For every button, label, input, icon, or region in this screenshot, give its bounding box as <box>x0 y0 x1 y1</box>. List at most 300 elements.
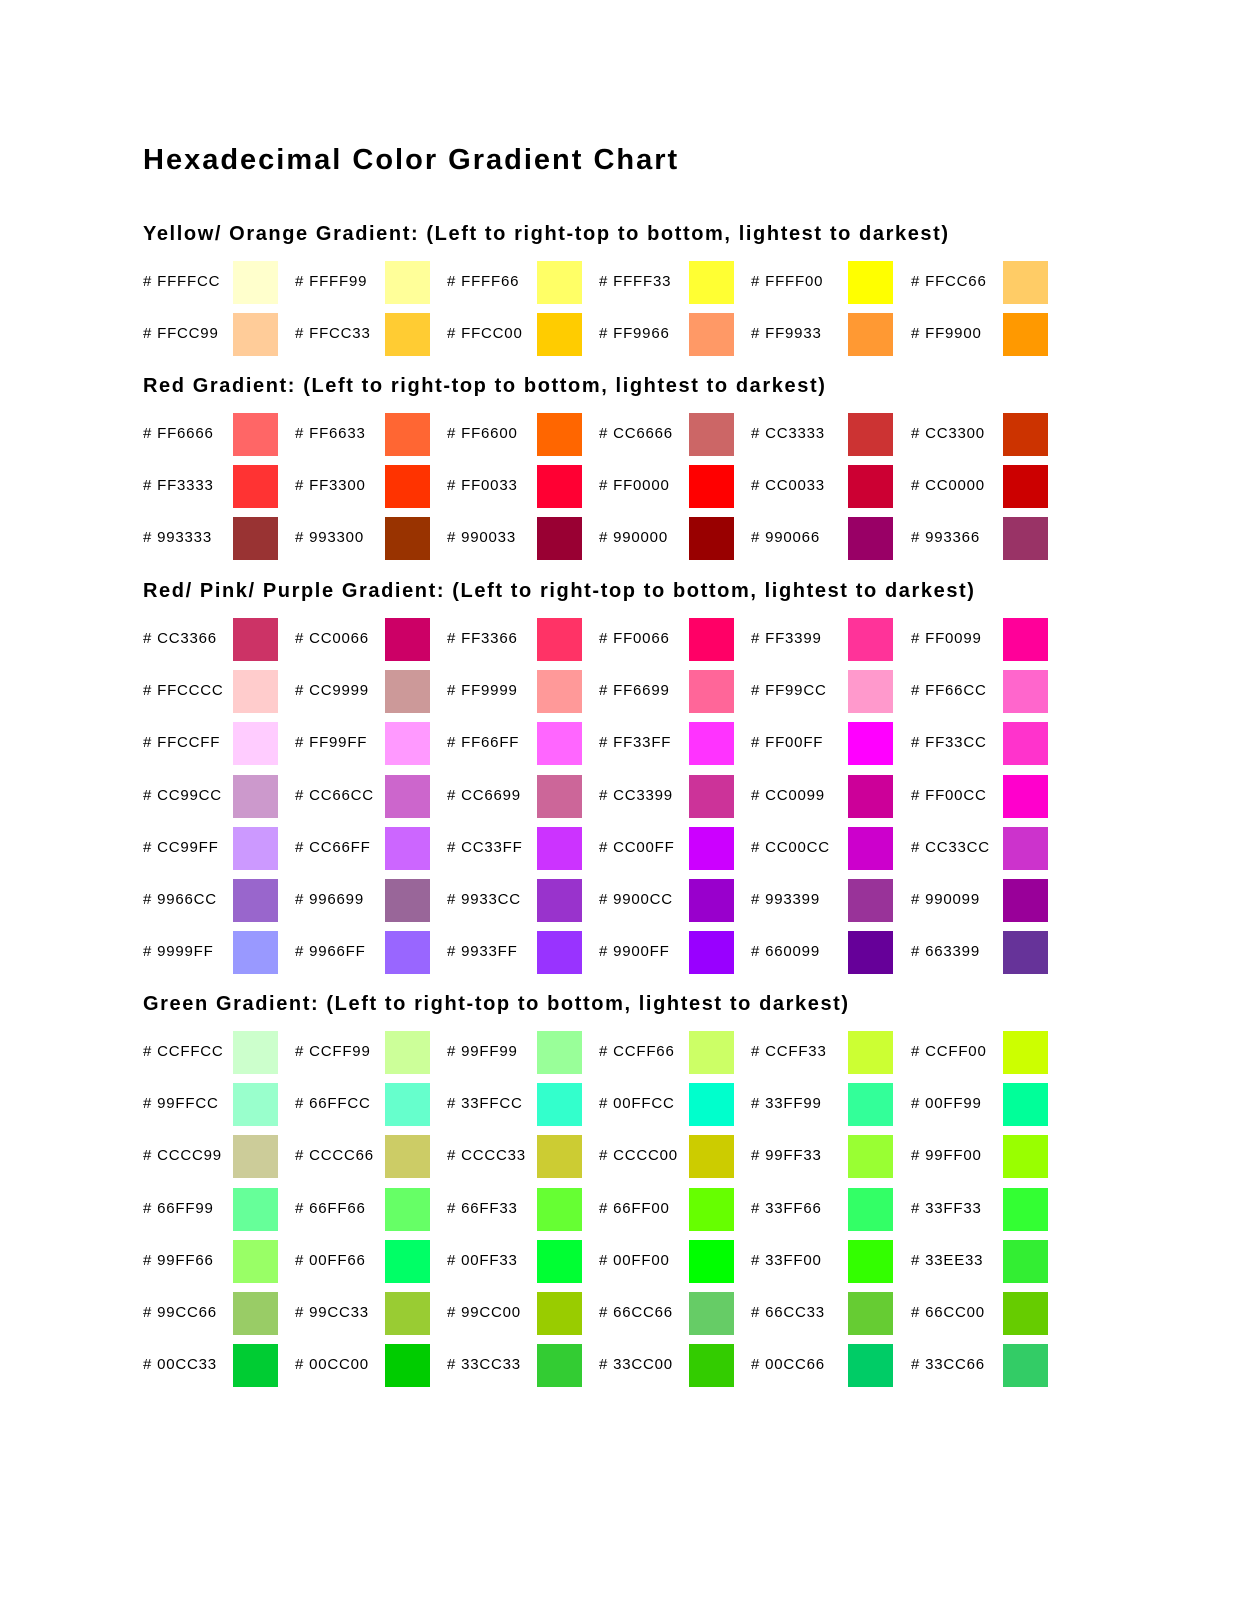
hex-code-label: # CC3366 <box>143 630 217 647</box>
hex-code-label: # 9900FF <box>599 943 670 960</box>
color-swatch <box>385 775 430 818</box>
hex-code-label: # 660099 <box>751 943 820 960</box>
color-swatch <box>385 827 430 870</box>
color-swatch <box>1003 722 1048 765</box>
color-swatch <box>385 1135 430 1178</box>
hex-code-label: # CCFF00 <box>911 1043 987 1060</box>
hex-code-label: # FFFF99 <box>295 273 368 290</box>
color-swatch <box>233 313 278 356</box>
color-swatch <box>848 827 893 870</box>
color-swatch <box>537 722 582 765</box>
hex-code-label: # 33FF00 <box>751 1252 822 1269</box>
color-cell <box>911 722 1063 765</box>
swatch-row <box>0 1031 1236 1074</box>
hex-code-label: # FF6600 <box>447 425 518 442</box>
hex-code-label: # FFCCCC <box>143 682 224 699</box>
color-swatch <box>1003 1240 1048 1283</box>
color-cell <box>143 1031 295 1074</box>
hex-code-label: # 993333 <box>143 529 212 546</box>
hex-code-label: # FF6666 <box>143 425 214 442</box>
color-cell <box>751 1292 903 1335</box>
hex-code-label: # 9966CC <box>143 891 217 908</box>
hex-code-label: # CC99FF <box>143 839 219 856</box>
hex-code-label: # FFCC66 <box>911 273 987 290</box>
color-cell <box>911 1292 1063 1335</box>
color-swatch <box>848 517 893 560</box>
color-swatch <box>689 1031 734 1074</box>
color-cell <box>751 1135 903 1178</box>
hex-code-label: # 00FF99 <box>911 1095 982 1112</box>
color-cell <box>751 313 903 356</box>
color-cell <box>447 1292 599 1335</box>
hex-code-label: # 99FF66 <box>143 1252 214 1269</box>
color-swatch <box>385 670 430 713</box>
hex-code-label: # FF3300 <box>295 477 366 494</box>
color-swatch <box>233 1135 278 1178</box>
color-swatch <box>689 722 734 765</box>
color-cell <box>911 261 1063 304</box>
hex-code-label: # CC66FF <box>295 839 371 856</box>
hex-code-label: # FF0000 <box>599 477 670 494</box>
color-cell <box>599 879 751 922</box>
color-cell <box>143 775 295 818</box>
color-swatch <box>848 313 893 356</box>
hex-code-label: # CCFF66 <box>599 1043 675 1060</box>
color-cell <box>143 618 295 661</box>
hex-code-label: # FF0066 <box>599 630 670 647</box>
color-cell <box>751 722 903 765</box>
color-cell <box>599 1292 751 1335</box>
color-cell <box>599 1188 751 1231</box>
color-cell <box>751 618 903 661</box>
hex-code-label: # 990099 <box>911 891 980 908</box>
color-swatch <box>537 465 582 508</box>
color-cell <box>911 775 1063 818</box>
color-swatch <box>689 261 734 304</box>
hex-code-label: # FF33FF <box>599 734 672 751</box>
color-cell <box>447 413 599 456</box>
color-swatch <box>385 879 430 922</box>
hex-code-label: # 9999FF <box>143 943 214 960</box>
hex-code-label: # 00FF66 <box>295 1252 366 1269</box>
hex-code-label: # FFCC33 <box>295 325 371 342</box>
color-cell <box>751 1083 903 1126</box>
color-cell <box>599 670 751 713</box>
hex-code-label: # 33CC66 <box>911 1356 985 1373</box>
swatch-row <box>0 1292 1236 1335</box>
hex-code-label: # FF6699 <box>599 682 670 699</box>
color-swatch <box>689 465 734 508</box>
hex-code-label: # 99CC66 <box>143 1304 217 1321</box>
color-swatch <box>689 517 734 560</box>
color-cell <box>599 618 751 661</box>
color-cell <box>447 465 599 508</box>
hex-code-label: # 00CC66 <box>751 1356 825 1373</box>
hex-code-label: # 99CC00 <box>447 1304 521 1321</box>
hex-code-label: # 9966FF <box>295 943 366 960</box>
color-cell <box>911 313 1063 356</box>
hex-code-label: # CCCC33 <box>447 1147 526 1164</box>
color-cell <box>295 775 447 818</box>
color-cell <box>599 1135 751 1178</box>
color-cell <box>911 413 1063 456</box>
color-swatch <box>1003 413 1048 456</box>
hex-code-label: # CCFFCC <box>143 1043 224 1060</box>
hex-code-label: # CCCC66 <box>295 1147 374 1164</box>
hex-code-label: # FF3366 <box>447 630 518 647</box>
hex-code-label: # 33CC00 <box>599 1356 673 1373</box>
hex-code-label: # FF9999 <box>447 682 518 699</box>
color-swatch <box>1003 1135 1048 1178</box>
color-cell <box>295 261 447 304</box>
color-cell <box>143 517 295 560</box>
hex-code-label: # 33FF66 <box>751 1200 822 1217</box>
color-swatch <box>385 618 430 661</box>
swatch-row <box>0 670 1236 713</box>
color-cell <box>599 517 751 560</box>
swatch-row <box>0 931 1236 974</box>
hex-code-label: # CCFF33 <box>751 1043 827 1060</box>
hex-code-label: # FF99FF <box>295 734 368 751</box>
color-swatch <box>848 465 893 508</box>
color-cell <box>751 670 903 713</box>
color-swatch <box>537 879 582 922</box>
swatch-row <box>0 775 1236 818</box>
hex-code-label: # CC3300 <box>911 425 985 442</box>
hex-code-label: # 66FF99 <box>143 1200 214 1217</box>
color-cell <box>447 1083 599 1126</box>
color-cell <box>295 1188 447 1231</box>
hex-code-label: # FF00CC <box>911 787 987 804</box>
color-swatch <box>848 1240 893 1283</box>
color-cell <box>599 465 751 508</box>
color-swatch <box>233 618 278 661</box>
color-cell <box>751 879 903 922</box>
hex-code-label: # FF33CC <box>911 734 987 751</box>
color-swatch <box>689 1292 734 1335</box>
color-swatch <box>1003 261 1048 304</box>
hex-code-label: # 993366 <box>911 529 980 546</box>
color-cell <box>911 1083 1063 1126</box>
hex-code-label: # 9900CC <box>599 891 673 908</box>
color-swatch <box>233 413 278 456</box>
page-title: Hexadecimal Color Gradient Chart <box>143 144 680 176</box>
color-cell <box>295 1135 447 1178</box>
color-cell <box>143 1292 295 1335</box>
hex-code-label: # 66FF66 <box>295 1200 366 1217</box>
hex-code-label: # CC0066 <box>295 630 369 647</box>
color-swatch <box>233 879 278 922</box>
color-swatch <box>848 1135 893 1178</box>
hex-code-label: # FF00FF <box>751 734 824 751</box>
color-cell <box>911 1344 1063 1387</box>
section-title: Red/ Pink/ Purple Gradient: (Left to right-top to bottom, lightest to darkest) <box>143 580 976 602</box>
color-cell <box>295 879 447 922</box>
color-cell <box>295 618 447 661</box>
color-swatch <box>233 931 278 974</box>
color-cell <box>751 827 903 870</box>
color-swatch <box>848 413 893 456</box>
hex-code-label: # FFFF66 <box>447 273 520 290</box>
color-swatch <box>689 1188 734 1231</box>
swatch-row <box>0 1240 1236 1283</box>
hex-code-label: # 66CC66 <box>599 1304 673 1321</box>
color-swatch <box>537 313 582 356</box>
hex-code-label: # 993300 <box>295 529 364 546</box>
color-cell <box>295 1292 447 1335</box>
color-cell <box>599 1083 751 1126</box>
color-cell <box>911 1135 1063 1178</box>
color-cell <box>143 313 295 356</box>
section-title: Yellow/ Orange Gradient: (Left to right-top to bottom, lightest to darkest) <box>143 223 950 245</box>
color-cell <box>295 1083 447 1126</box>
swatch-row <box>0 1344 1236 1387</box>
hex-code-label: # FFFFCC <box>143 273 221 290</box>
swatch-row <box>0 261 1236 304</box>
color-cell <box>295 670 447 713</box>
hex-code-label: # CCFF99 <box>295 1043 371 1060</box>
hex-code-label: # FF9900 <box>911 325 982 342</box>
color-cell <box>143 931 295 974</box>
color-cell <box>295 1031 447 1074</box>
color-cell <box>751 1240 903 1283</box>
hex-code-label: # 99FF99 <box>447 1043 518 1060</box>
color-swatch <box>689 879 734 922</box>
color-cell <box>447 1031 599 1074</box>
color-swatch <box>537 1135 582 1178</box>
color-cell <box>751 775 903 818</box>
hex-code-label: # 33FFCC <box>447 1095 523 1112</box>
hex-code-label: # 990066 <box>751 529 820 546</box>
color-swatch <box>537 775 582 818</box>
color-cell <box>751 1344 903 1387</box>
hex-code-label: # CC3399 <box>599 787 673 804</box>
color-cell <box>599 313 751 356</box>
color-cell <box>295 931 447 974</box>
swatch-row <box>0 517 1236 560</box>
color-cell <box>143 827 295 870</box>
color-swatch <box>385 1292 430 1335</box>
swatch-row <box>0 722 1236 765</box>
hex-code-label: # FF3399 <box>751 630 822 647</box>
color-swatch <box>1003 1344 1048 1387</box>
color-cell <box>447 775 599 818</box>
hex-code-label: # CC9999 <box>295 682 369 699</box>
hex-code-label: # CC6666 <box>599 425 673 442</box>
swatch-row <box>0 618 1236 661</box>
color-swatch <box>848 722 893 765</box>
color-swatch <box>385 931 430 974</box>
hex-code-label: # 66FFCC <box>295 1095 371 1112</box>
color-swatch <box>848 775 893 818</box>
hex-code-label: # FF66CC <box>911 682 987 699</box>
color-cell <box>447 722 599 765</box>
color-swatch <box>1003 1031 1048 1074</box>
hex-code-label: # FF9933 <box>751 325 822 342</box>
hex-code-label: # FF0033 <box>447 477 518 494</box>
color-cell <box>447 931 599 974</box>
color-swatch <box>385 1188 430 1231</box>
color-swatch <box>848 618 893 661</box>
color-swatch <box>1003 775 1048 818</box>
hex-code-label: # FF3333 <box>143 477 214 494</box>
color-cell <box>447 313 599 356</box>
color-cell <box>751 261 903 304</box>
hex-code-label: # CC99CC <box>143 787 222 804</box>
color-cell <box>143 1344 295 1387</box>
color-swatch <box>537 1031 582 1074</box>
color-swatch <box>848 1344 893 1387</box>
color-cell <box>143 1240 295 1283</box>
color-swatch <box>1003 827 1048 870</box>
color-swatch <box>1003 931 1048 974</box>
hex-code-label: # 00CC33 <box>143 1356 217 1373</box>
color-cell <box>911 827 1063 870</box>
color-cell <box>447 1135 599 1178</box>
color-cell <box>599 722 751 765</box>
color-cell <box>447 1344 599 1387</box>
hex-code-label: # 00FFCC <box>599 1095 675 1112</box>
color-swatch <box>385 1083 430 1126</box>
color-swatch <box>385 313 430 356</box>
color-swatch <box>1003 879 1048 922</box>
color-cell <box>751 1031 903 1074</box>
hex-code-label: # CC6699 <box>447 787 521 804</box>
color-swatch <box>689 313 734 356</box>
color-cell <box>143 1135 295 1178</box>
color-swatch <box>689 618 734 661</box>
color-swatch <box>689 827 734 870</box>
color-cell <box>143 413 295 456</box>
color-swatch <box>848 1083 893 1126</box>
hex-code-label: # 66CC33 <box>751 1304 825 1321</box>
color-cell <box>599 1240 751 1283</box>
color-cell <box>295 517 447 560</box>
hex-code-label: # CC0000 <box>911 477 985 494</box>
color-swatch <box>233 1031 278 1074</box>
swatch-row <box>0 1135 1236 1178</box>
color-swatch <box>385 413 430 456</box>
color-swatch <box>689 1344 734 1387</box>
hex-code-label: # CC0099 <box>751 787 825 804</box>
swatch-row <box>0 313 1236 356</box>
color-cell <box>599 413 751 456</box>
color-swatch <box>1003 1083 1048 1126</box>
swatch-row <box>0 413 1236 456</box>
hex-code-label: # FFCCFF <box>143 734 221 751</box>
color-swatch <box>537 931 582 974</box>
color-swatch <box>1003 1292 1048 1335</box>
hex-code-label: # FFCC99 <box>143 325 219 342</box>
hex-code-label: # 99CC33 <box>295 1304 369 1321</box>
swatch-row <box>0 1083 1236 1126</box>
color-cell <box>599 1344 751 1387</box>
hex-code-label: # CC33FF <box>447 839 523 856</box>
color-cell <box>143 261 295 304</box>
color-swatch <box>848 879 893 922</box>
color-cell <box>447 879 599 922</box>
hex-code-label: # CCCC00 <box>599 1147 678 1164</box>
color-swatch <box>689 931 734 974</box>
color-cell <box>447 261 599 304</box>
color-swatch <box>233 1240 278 1283</box>
color-cell <box>143 879 295 922</box>
color-cell <box>447 1240 599 1283</box>
color-cell <box>295 465 447 508</box>
color-cell <box>911 465 1063 508</box>
color-swatch <box>689 1240 734 1283</box>
color-swatch <box>385 1344 430 1387</box>
color-swatch <box>233 1083 278 1126</box>
hex-code-label: # 9933CC <box>447 891 521 908</box>
color-swatch <box>233 465 278 508</box>
hex-code-label: # 663399 <box>911 943 980 960</box>
hex-code-label: # 996699 <box>295 891 364 908</box>
hex-code-label: # 66CC00 <box>911 1304 985 1321</box>
hex-code-label: # 00CC00 <box>295 1356 369 1373</box>
color-cell <box>295 827 447 870</box>
section-title: Green Gradient: (Left to right-top to bottom, lightest to darkest) <box>143 993 850 1015</box>
swatch-row <box>0 879 1236 922</box>
color-swatch <box>233 1292 278 1335</box>
hex-code-label: # CC33CC <box>911 839 990 856</box>
hex-code-label: # 993399 <box>751 891 820 908</box>
color-cell <box>911 517 1063 560</box>
color-swatch <box>233 1344 278 1387</box>
color-cell <box>599 261 751 304</box>
hex-code-label: # CC66CC <box>295 787 374 804</box>
color-swatch <box>537 1188 582 1231</box>
hex-code-label: # 99FFCC <box>143 1095 219 1112</box>
hex-code-label: # 99FF33 <box>751 1147 822 1164</box>
color-cell <box>599 775 751 818</box>
color-cell <box>295 1344 447 1387</box>
color-swatch <box>385 1031 430 1074</box>
color-swatch <box>689 670 734 713</box>
hex-code-label: # 99FF00 <box>911 1147 982 1164</box>
color-swatch <box>537 670 582 713</box>
hex-code-label: # FFFF33 <box>599 273 672 290</box>
color-swatch <box>233 517 278 560</box>
color-cell <box>911 618 1063 661</box>
hex-code-label: # 9933FF <box>447 943 518 960</box>
color-swatch <box>1003 618 1048 661</box>
color-swatch <box>233 261 278 304</box>
color-cell <box>751 931 903 974</box>
color-cell <box>911 1188 1063 1231</box>
hex-code-label: # CCCC99 <box>143 1147 222 1164</box>
color-cell <box>599 827 751 870</box>
color-swatch <box>1003 1188 1048 1231</box>
hex-code-label: # FFCC00 <box>447 325 523 342</box>
swatch-row <box>0 827 1236 870</box>
color-swatch <box>537 1083 582 1126</box>
color-swatch <box>537 827 582 870</box>
color-cell <box>447 517 599 560</box>
hex-code-label: # 66FF33 <box>447 1200 518 1217</box>
color-swatch <box>233 722 278 765</box>
hex-code-label: # FF99CC <box>751 682 827 699</box>
color-swatch <box>848 1031 893 1074</box>
color-swatch <box>1003 465 1048 508</box>
color-swatch <box>1003 517 1048 560</box>
hex-code-label: # CC0033 <box>751 477 825 494</box>
color-cell <box>911 879 1063 922</box>
color-swatch <box>233 827 278 870</box>
color-cell <box>911 1031 1063 1074</box>
hex-code-label: # 00FF33 <box>447 1252 518 1269</box>
color-swatch <box>848 931 893 974</box>
